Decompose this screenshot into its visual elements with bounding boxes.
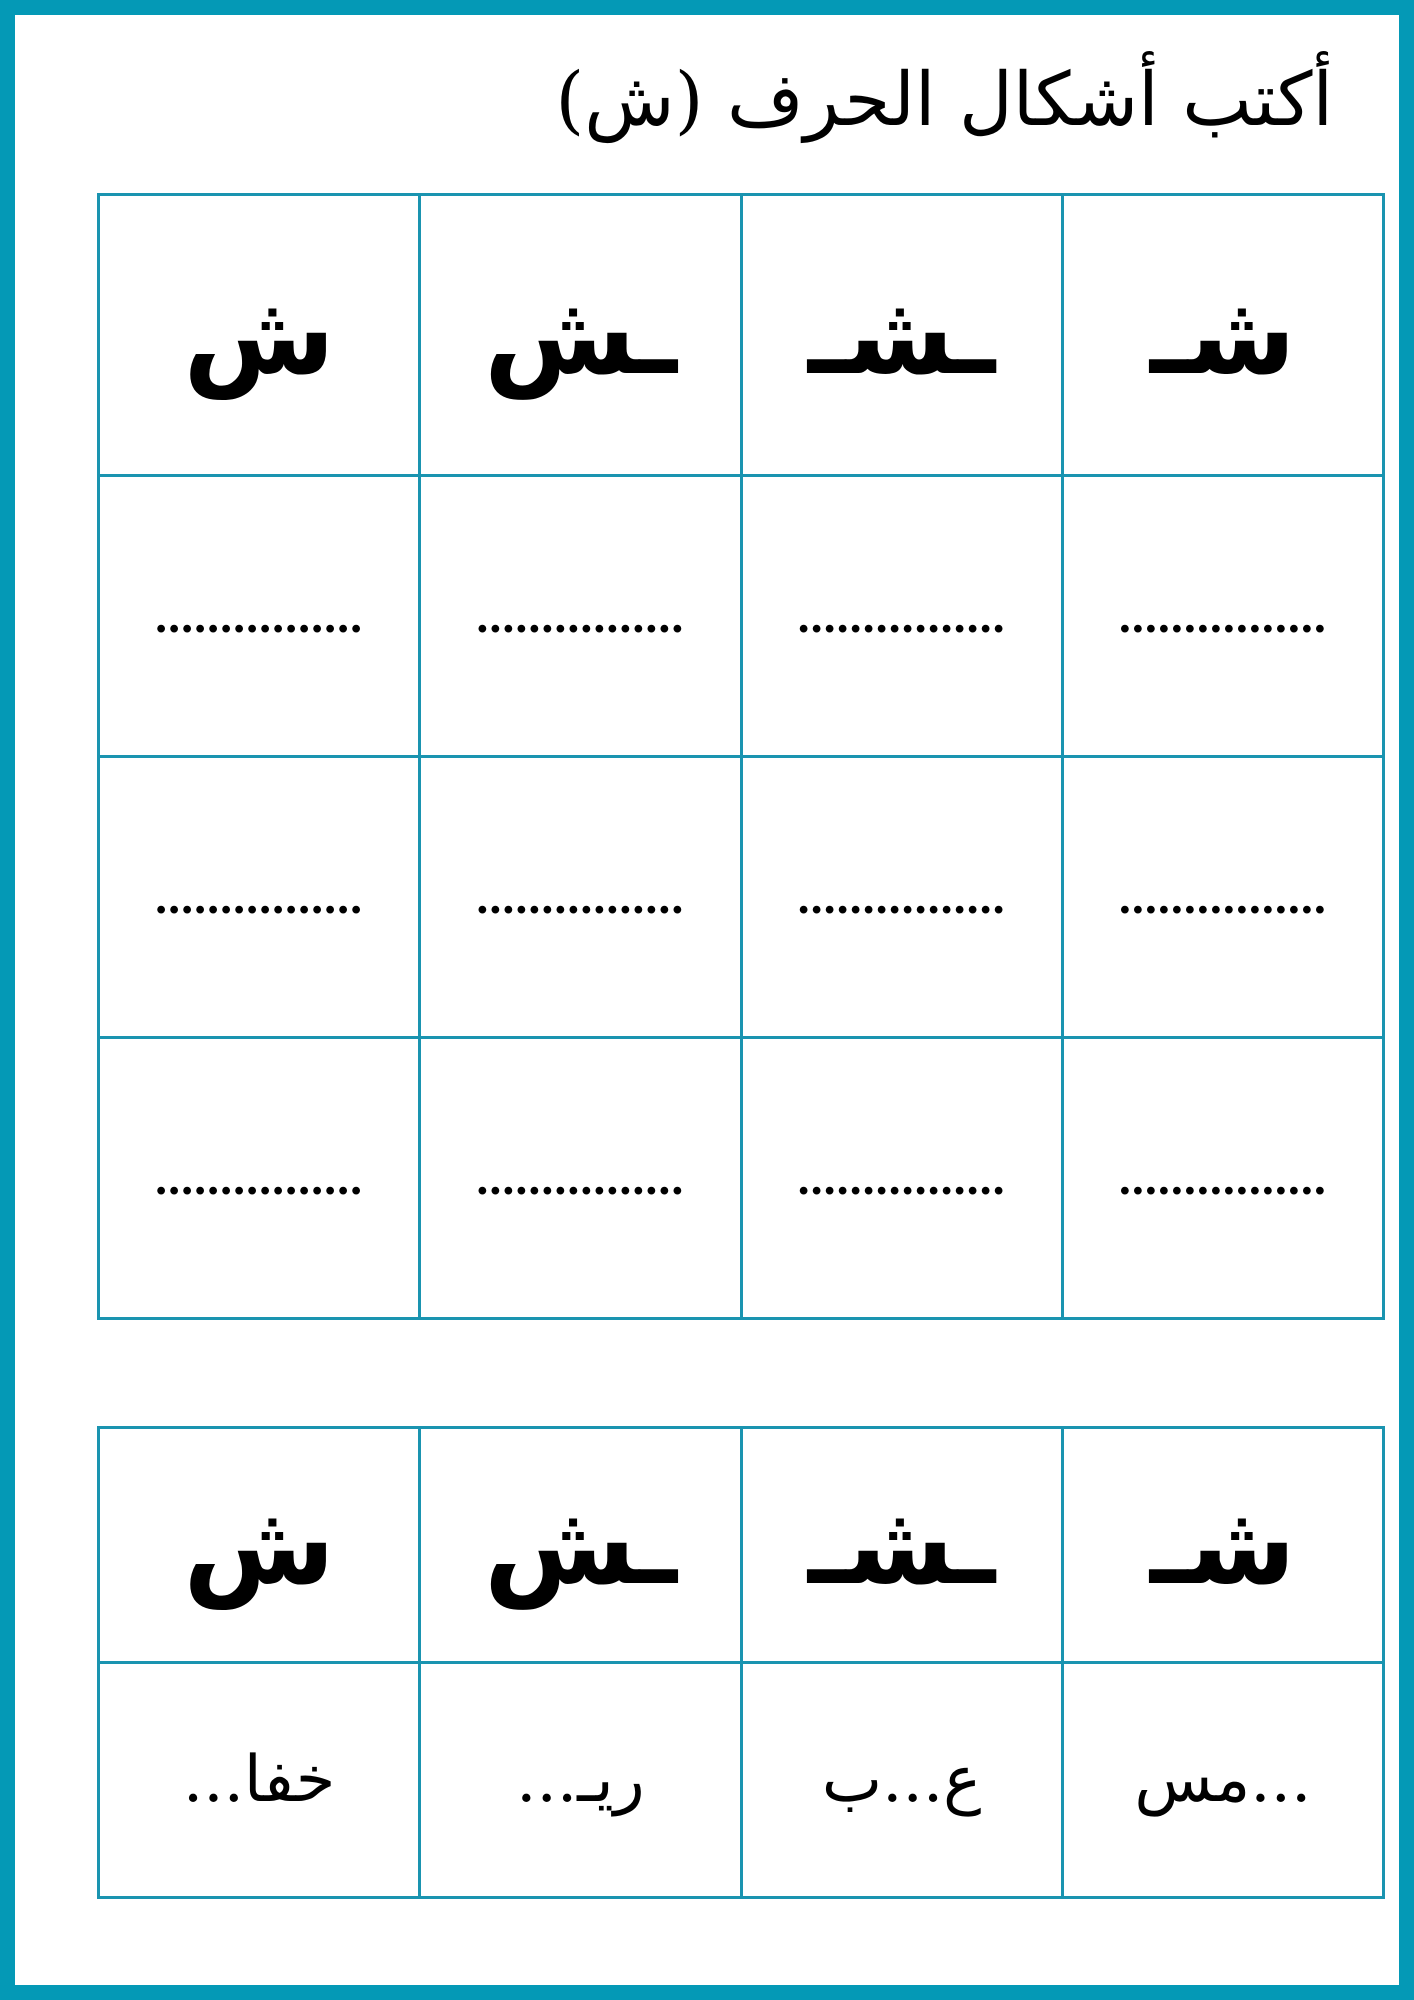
form-cell-medial <box>741 195 1062 476</box>
letter-form-final: ـش <box>483 271 677 399</box>
letter-form-medial: ـشـ <box>808 271 996 399</box>
dotted-line: ................ <box>797 1151 1006 1205</box>
blank-cell[interactable] <box>420 757 741 1038</box>
letter-forms-row <box>99 1428 1384 1663</box>
word-cell[interactable] <box>741 1663 1062 1898</box>
dotted-line: ................ <box>155 1151 364 1205</box>
incomplete-word: ...مس <box>1134 1743 1312 1817</box>
word-row <box>99 1663 1384 1898</box>
incomplete-word: ع...ب <box>821 1743 982 1817</box>
form-cell-isolated <box>99 195 420 476</box>
practice-row <box>99 757 1384 1038</box>
letter-form-isolated: ش <box>183 1481 336 1609</box>
dotted-line: ................ <box>155 870 364 924</box>
dotted-line: ................ <box>1118 589 1327 643</box>
blank-cell[interactable] <box>1062 476 1383 757</box>
blank-cell[interactable] <box>420 1038 741 1319</box>
word-completion-table <box>97 1426 1385 1899</box>
dotted-line: ................ <box>476 1151 685 1205</box>
letter-forms-row <box>99 195 1384 476</box>
blank-cell[interactable] <box>99 757 420 1038</box>
word-cell[interactable] <box>1062 1663 1383 1898</box>
practice-row <box>99 476 1384 757</box>
form-cell-final <box>420 195 741 476</box>
practice-row <box>99 1038 1384 1319</box>
blank-cell[interactable] <box>99 476 420 757</box>
dotted-line: ................ <box>1118 1151 1327 1205</box>
blank-cell[interactable] <box>420 476 741 757</box>
blank-cell[interactable] <box>1062 1038 1383 1319</box>
dotted-line: ................ <box>476 870 685 924</box>
form-cell-final <box>420 1428 741 1663</box>
blank-cell[interactable] <box>1062 757 1383 1038</box>
dotted-line: ................ <box>1118 870 1327 924</box>
letter-form-final: ـش <box>483 1481 677 1609</box>
letter-form-isolated: ش <box>183 271 336 399</box>
letter-form-medial: ـشـ <box>808 1481 996 1609</box>
word-cell[interactable] <box>420 1663 741 1898</box>
dotted-line: ................ <box>155 589 364 643</box>
blank-cell[interactable] <box>741 476 1062 757</box>
letter-practice-table <box>97 193 1385 1320</box>
incomplete-word: خفا... <box>182 1743 336 1817</box>
dotted-line: ................ <box>797 870 1006 924</box>
incomplete-word: ريـ... <box>516 1743 645 1817</box>
blank-cell[interactable] <box>99 1038 420 1319</box>
letter-form-initial: شـ <box>1149 1481 1296 1609</box>
dotted-line: ................ <box>797 589 1006 643</box>
blank-cell[interactable] <box>741 757 1062 1038</box>
word-cell[interactable] <box>99 1663 420 1898</box>
worksheet-title: أكتب أشكال الحرف (ش) <box>555 57 1333 143</box>
form-cell-medial <box>741 1428 1062 1663</box>
form-cell-initial <box>1062 1428 1383 1663</box>
form-cell-initial <box>1062 195 1383 476</box>
letter-form-initial: شـ <box>1149 271 1296 399</box>
dotted-line: ................ <box>476 589 685 643</box>
blank-cell[interactable] <box>741 1038 1062 1319</box>
form-cell-isolated <box>99 1428 420 1663</box>
